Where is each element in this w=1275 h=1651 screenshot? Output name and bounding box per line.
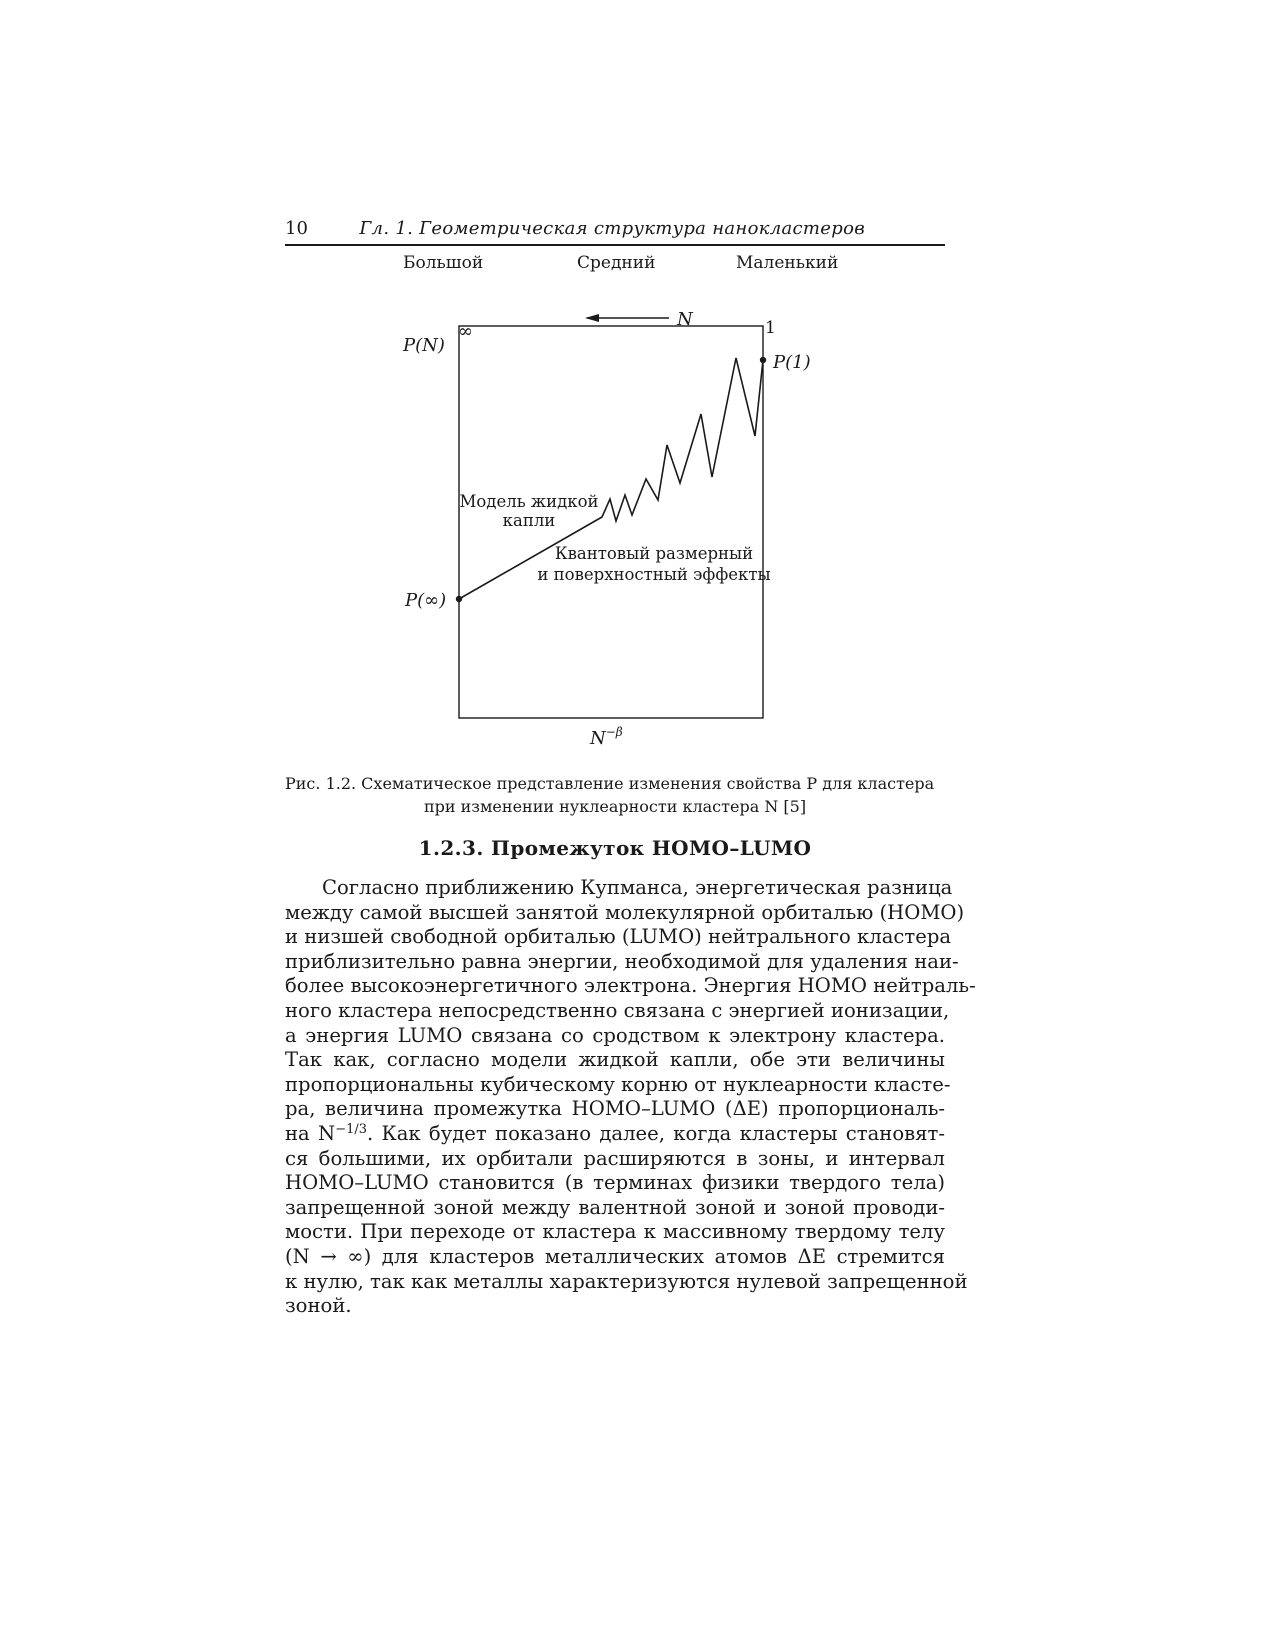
p-inf-label: P(∞) (405, 590, 447, 611)
figure-diagram (285, 255, 945, 775)
body-line: зоной. (285, 1294, 352, 1318)
body-line11-exp: −1/3 (335, 1121, 368, 1137)
n-direction-arrow-head (585, 314, 599, 322)
body-line: Согласно приближению Купманса, энергетическая разница (322, 876, 953, 899)
body-line: между самой высшей занятой молекулярной орбиталью (HOMO) (285, 900, 965, 924)
p-n-label: P(N) (403, 335, 445, 356)
body-line: и низшей свободной орбиталью (LUMO) нейтрального кластера (285, 925, 952, 949)
body-line11-pre: на N (285, 1121, 336, 1145)
body-line: ра, величина промежутка HOMO–LUMO (ΔE) пропорциональ- (285, 1097, 945, 1121)
figure-caption (285, 772, 945, 818)
body-line: пропорциональны кубическому корню от нуклеарности класте- (285, 1072, 951, 1096)
body-line: (N → ∞) для кластеров металлических атомов ΔE стремится (285, 1244, 945, 1268)
label-medium: Средний (577, 255, 656, 273)
label-small: Маленький (736, 255, 839, 273)
caption-line2: при изменении нуклеарности кластера N [5] (423, 797, 807, 816)
body-line11-post: . Как будет показано далее, когда кластеры становят- (367, 1121, 945, 1145)
page-number: 10 (285, 218, 308, 239)
one-label: 1 (765, 318, 776, 338)
body-paragraph (285, 876, 976, 1319)
running-title: Гл. 1. Геометрическая структура нанокластеров (359, 218, 865, 239)
liquid-drop-label-line2: капли (502, 511, 556, 530)
body-line: к нулю, так как металлы характеризуются нулевой запрещенной (285, 1269, 968, 1293)
body-line: запрещенной зоной между валентной зоной и зоной проводи- (285, 1195, 945, 1219)
p-one-point (760, 357, 766, 363)
page-header (285, 214, 945, 246)
body-line: ся большими, их орбитали расширяются в зоны, и интервал (285, 1146, 945, 1170)
x-axis-label-base: N (590, 728, 606, 749)
quantum-effects-label-line1: Квантовый размерный (554, 544, 754, 563)
p-inf-point (456, 596, 462, 602)
x-axis-label (589, 725, 623, 749)
body-line: HOMO–LUMO становится (в терминах физики твердого тела) (285, 1171, 945, 1195)
n-arrow-label: N (677, 309, 693, 330)
quantum-effects-label-line2: и поверхностный эффекты (537, 565, 771, 584)
x-axis-label-exp: −β (605, 725, 623, 739)
body-line: Так как, согласно модели жидкой капли, обе эти величины (285, 1048, 945, 1072)
caption-line1: Рис. 1.2. Схематическое представление изменения свойства P для кластера (285, 774, 935, 793)
label-large: Большой (403, 255, 484, 273)
body-line: ного кластера непосредственно связана с энергией ионизации, (285, 998, 950, 1022)
body-line: более высокоэнергетичного электрона. Энергия HOMO нейтраль- (285, 974, 976, 998)
body-line-with-exponent (285, 1122, 945, 1147)
infinity-label: ∞ (458, 321, 473, 342)
section-heading: 1.2.3. Промежуток HOMO–LUMO (418, 836, 812, 860)
figure-1-2 (285, 255, 945, 775)
body-line: приблизительно равна энергии, необходимой для удаления наи- (285, 949, 959, 973)
liquid-drop-label-line1: Модель жидкой (459, 492, 599, 511)
body-line: мости. При переходе от кластера к массивному твердому телу (285, 1220, 945, 1244)
p-one-label: P(1) (773, 352, 811, 373)
body-line: а энергия LUMO связана со сродством к электрону кластера. (285, 1023, 945, 1047)
